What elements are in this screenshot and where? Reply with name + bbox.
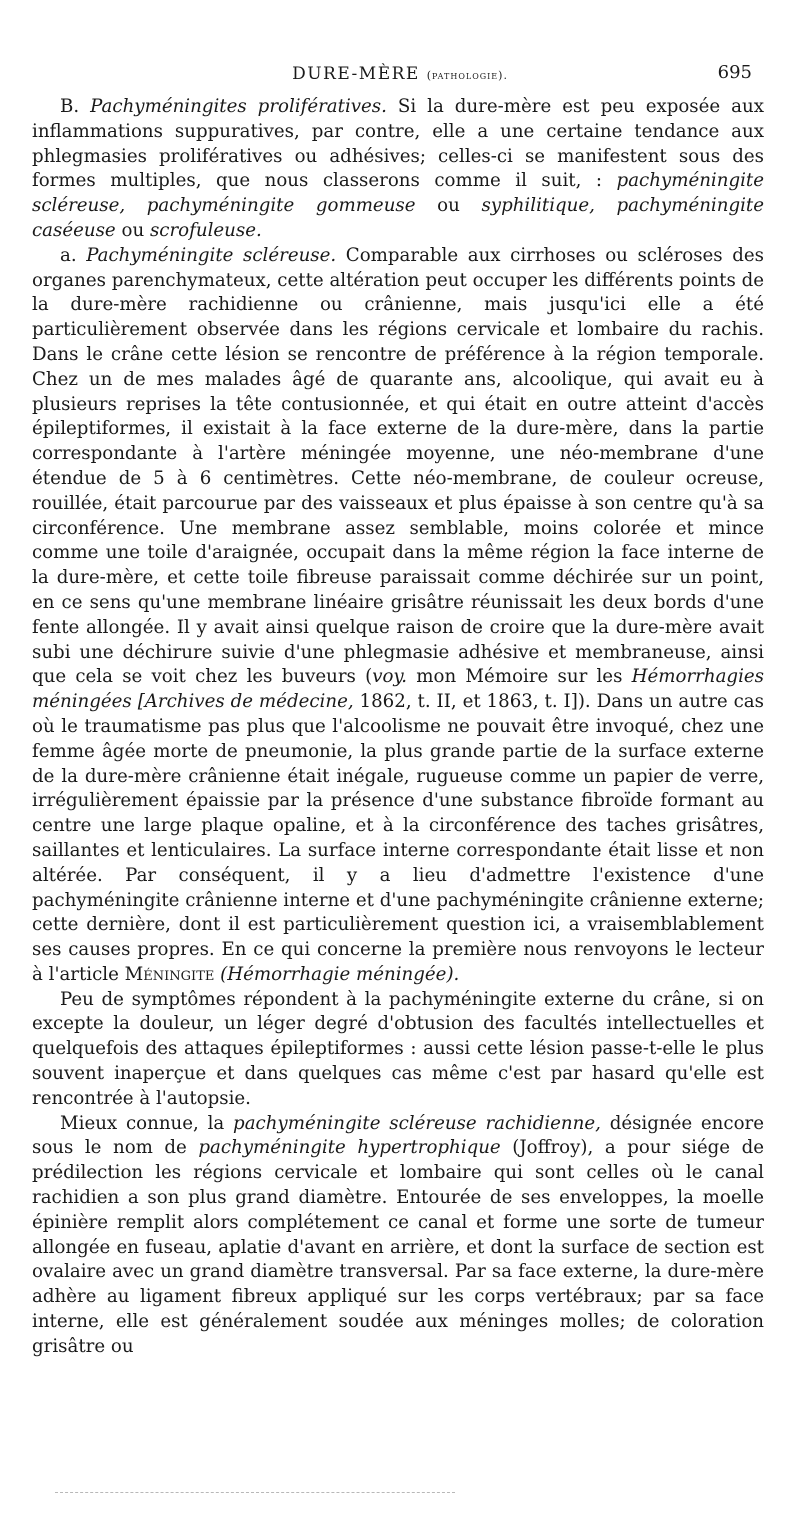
section-heading-b: Pachyméningites prolifératives.	[90, 96, 387, 117]
italic-term: voy.	[372, 666, 408, 688]
paragraph-text: Peu de symptômes répondent à la pachyméningite externe du crâne, si on excepte la douleur, un léger degré d'obtusion des facultés intellectuelles et quelquefois des attaques épileptiformes : aussi cette lésion passe-t-elle le plus souvent inaperçue et dans quelques cas même c'est par hasard qu'elle est rencontrée à l'autopsie.	[32, 988, 764, 1109]
running-header	[30, 62, 770, 90]
italic-term: scrofuleuse.	[149, 219, 262, 241]
paragraph-symptoms	[32, 988, 764, 1112]
paragraph-rachidienne	[32, 1112, 764, 1360]
italic-term: pachyméningite scléreuse rachidienne,	[233, 1112, 601, 1134]
italic-term: pachyméningite hypertrophique	[198, 1137, 501, 1159]
running-title-section: (pathologie).	[426, 69, 508, 82]
paragraph-text: Dans un autre cas où le traumatisme pas plus que l'alcoolisme ne pouvait être invoqué, chez une femme âgée morte de pneumonie, la plus grande partie de la surface externe de la dure-mère crânienne était inégale, rugueuse comme un papier de verre, irrégulièrement épaissie par la présence d'une substance fibroïde formant au centre une large plaque opaline, et à la circonférence des taches grisâtres, saillantes et lenticulaires. La surface interne correspondante était lisse et non altérée. Par conséquent, il y a lieu d'admettre l'existence d'une pachyméningite crânienne interne et d'une pachyméningite crânienne externe; cette dernière, dont il est particulièrement question ici, a vraisemblablement ses causes propres. En ce qui concerne la première nous renvoyons le lecteur à l'article	[32, 691, 764, 985]
paragraph-text: Si la dure-mère est peu exposée aux inflammations suppuratives, par contre, elle a une certaine tendance aux phlegmasies prolifératives ou adhésives; celles-ci se manifestent sous des formes multiples, que nous classerons comme il suit, :	[32, 96, 764, 192]
italic-term: [Archives de médecine,	[137, 691, 354, 713]
article-reference: Méningite	[124, 963, 215, 985]
paragraph-text: ou	[121, 219, 145, 241]
section-heading-a: Pachyméningite scléreuse.	[86, 244, 337, 266]
running-title	[30, 64, 770, 84]
paragraph-text: Comparable aux cirrhoses ou scléroses des organes parenchymateux, cette altération peut occuper les différents points de la dure-mère rachidienne ou crânienne, mais jusqu'ici elle a été particulièrement observée dans les régions cervicale et lombaire du rachis. Dans le crâne cette lésion se rencontre de préférence à la région temporale. Chez un de mes malades âgé de quarante ans, alcoolique, qui avait eu à plusieurs reprises la tête contusionnée, et qui était en outre atteint d'accès épileptiformes, il existait à la face externe de la dure-mère, dans la partie correspondante à l'artère méningée moyenne, une néo-membrane d'une étendue de 5 à 6 centimètres. Cette néo-membrane, de couleur ocreuse, rouillée, était parcourue par des vaisseaux et plus épaisse à son centre qu'à sa circonférence. Une membrane assez semblable, moins colorée et mince comme une toile d'araignée, occupait dans la même région la face interne de la dure-mère, et cette toile fibreuse paraissait comme déchirée sur un point, en ce sens qu'une membrane linéaire grisâtre réunissait les deux bords d'une fente allongée. Il y avait ainsi quelque raison de croire que la dure-mère avait subi une déchirure suivie d'une phlegmasie adhésive et membraneuse, ainsi que cela se voit chez les buveurs (	[32, 244, 764, 688]
section-label-b: B.	[60, 96, 80, 117]
italic-term: syphilitique, pachyméningite caséeuse	[32, 195, 764, 241]
paragraph-text: mon Mémoire sur les	[416, 666, 623, 688]
paragraph-text: Mieux connue, la	[60, 1112, 225, 1134]
italic-term: pachyméningite scléreuse, pachyméningite gommeuse	[32, 170, 764, 217]
paragraph-text: désignée encore sous le nom de	[32, 1112, 764, 1159]
footer-divider	[55, 1492, 455, 1499]
paragraph-text: (Joffroy), a pour siége de prédilection les régions cervicale et lombaire qui sont celles où le canal rachidien a son plus grand diamètre. Entourée de ses enveloppes, la moelle épinière remplit alors complétement ce canal et forme une sorte de tumeur allongée en fuseau, aplatie d'avant en arrière, et dont la surface de section est ovalaire avec un grand diamètre transversal. Par sa face externe, la dure-mère adhère au ligament fibreux appliqué sur les corps vertébraux; par sa face interne, elle est généralement soudée aux méninges molles; de coloration grisâtre ou	[32, 1137, 764, 1357]
paragraph-a	[32, 244, 764, 988]
section-label-a: a.	[60, 244, 77, 266]
italic-term: (Hémorrhagie méningée).	[220, 963, 460, 985]
body-text	[32, 95, 764, 1360]
paragraph-b	[32, 95, 764, 244]
paragraph-text: ou	[437, 195, 460, 217]
paragraph-text: 1862, t. II, et 1863, t. I]).	[359, 691, 591, 713]
page-number: 695	[717, 62, 752, 83]
italic-term: Hémorrhagies méningées	[32, 666, 764, 713]
running-title-main: DURE-MÈRE	[292, 64, 420, 84]
